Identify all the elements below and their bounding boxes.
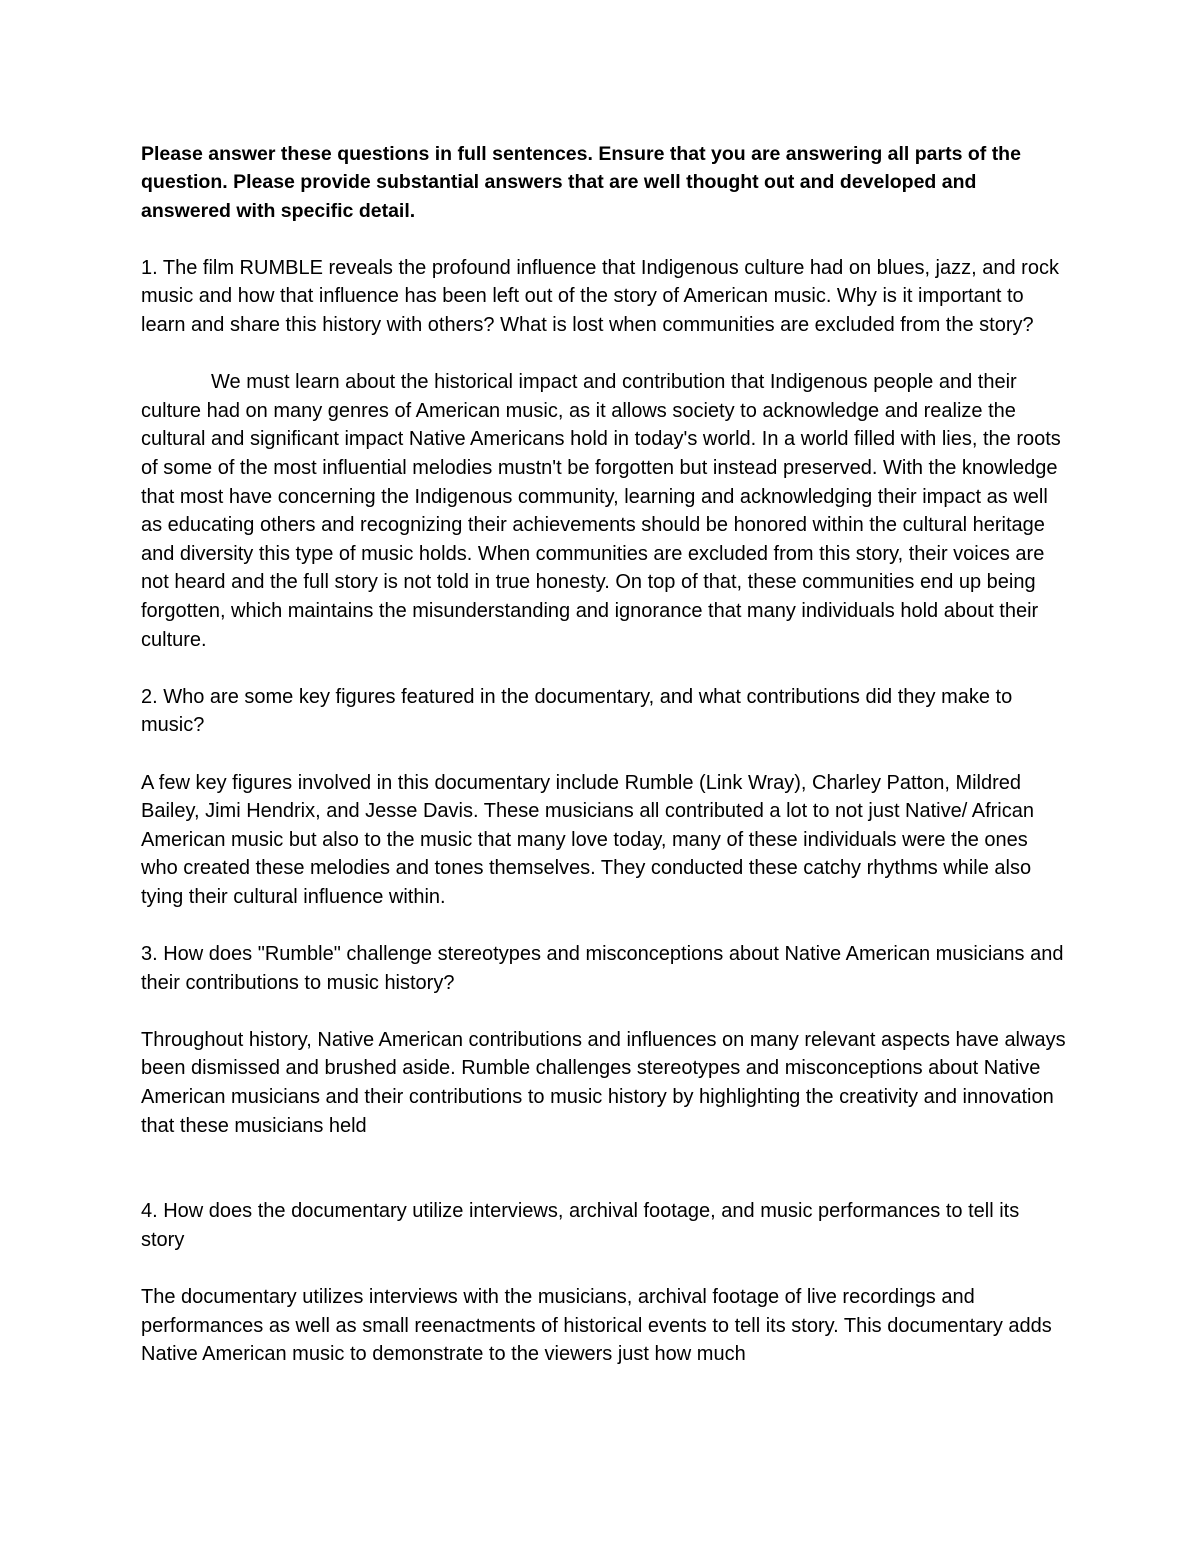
answer-1: We must learn about the historical impact and contribution that Indigenous people and their culture had on many genres of American music, as it allows society to acknowledge and realize the cultural and significant impact Native Americans hold in today's world. In a world filled with lies, the roots of some of the most influential melodies mustn't be forgotten but instead preserved. With the knowledge that most have concerning the Indigenous community, learning and acknowledging their impact as well as educating others and recognizing their achievements should be honored within the cultural heritage and diversity this type of music holds. When communities are excluded from this story, their voices are not heard and the full story is not told in true honesty. On top of that, these communities end up being forgotten, which maintains the misunderstanding and ignorance that many individuals hold about their culture. (141, 371, 1061, 651)
document-page (141, 140, 1066, 1369)
question-2: 2. Who are some key figures featured in the documentary, and what contributions did they make to music? (141, 685, 1013, 737)
question-1: 1. The film RUMBLE reveals the profound influence that Indigenous culture had on blues, jazz, and rock music and how that influence has been left out of the story of American music. Why is it important to learn and share this history with others? What is lost when communities are excluded from the story? (141, 256, 1059, 336)
answer-4: The documentary utilizes interviews with the musicians, archival footage of live recordings and performances as well as small reenactments of historical events to tell its story. This documentary adds Native American music to demonstrate to the viewers just how much (141, 1286, 1052, 1366)
answer-3: Throughout history, Native American contributions and influences on many relevant aspects have always been dismissed and brushed aside. Rumble challenges stereotypes and misconceptions about Native American musicians and their contributions to music history by highlighting the creativity and innovation that these musicians held (141, 1028, 1066, 1137)
instructions: Please answer these questions in full sentences. Ensure that you are answering all parts of the question. Please provide substantial answers that are well thought out and developed and answered with specific detail. (141, 143, 1021, 222)
answer-2: A few key figures involved in this documentary include Rumble (Link Wray), Charley Patton, Mildred Bailey, Jimi Hendrix, and Jesse Davis. These musicians all contributed a lot to not just Native/ African American music but also to the music that many love today, many of these individuals were the ones who created these melodies and tones themselves. They conducted these catchy rhythms while also tying their cultural influence within. (141, 771, 1034, 908)
question-3: 3. How does "Rumble" challenge stereotypes and misconceptions about Native American musicians and their contributions to music history? (141, 943, 1064, 994)
question-4: 4. How does the documentary utilize interviews, archival footage, and music performances to tell its story (141, 1200, 1020, 1251)
